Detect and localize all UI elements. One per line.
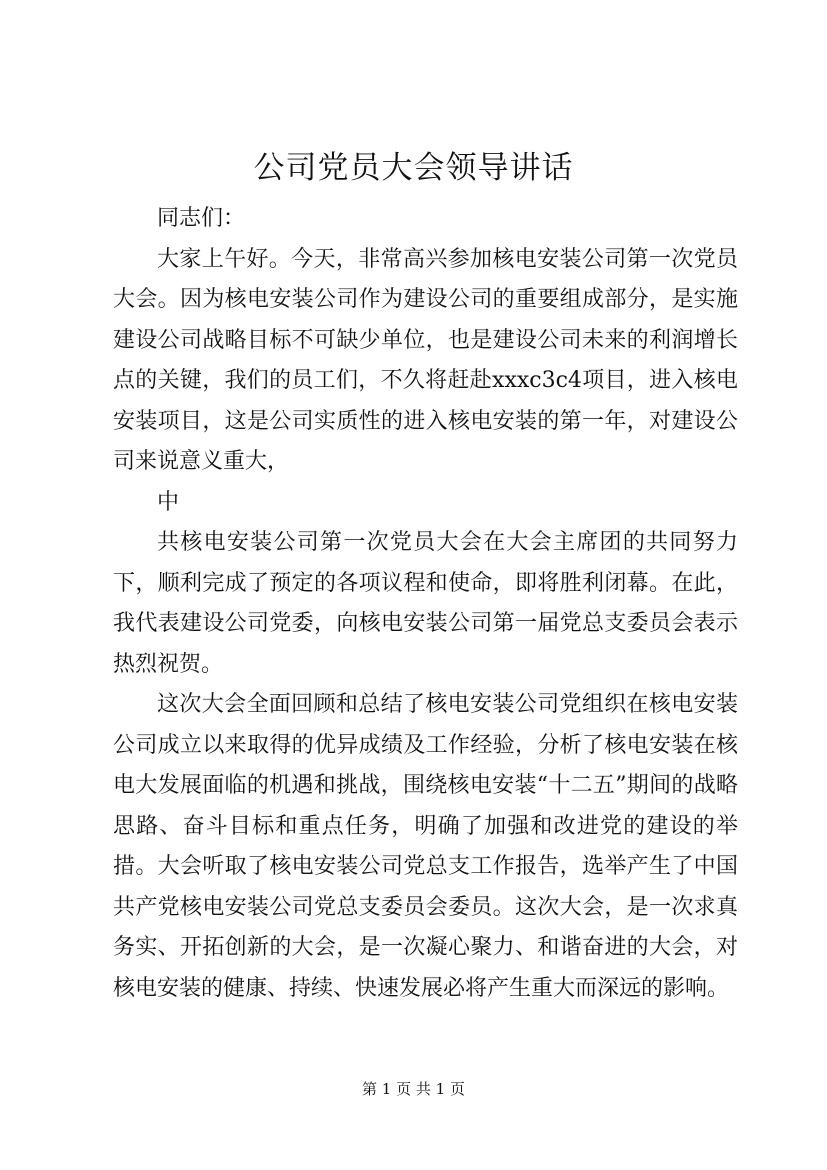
paragraph-fragment: 中 bbox=[157, 489, 180, 515]
salutation: 同志们： bbox=[157, 206, 246, 231]
document-title: 公司党员大会领导讲话 bbox=[253, 150, 574, 186]
page-number-footer: 第 1 页 共 1 页 bbox=[362, 1080, 465, 1098]
paragraph-greeting: 大家上午好。今天，非常高兴参加核电安装公司第一次党员大会。因为核电安装公司作为建设公司的重要组成部分，是实施建设公司战略目标不可缺少单位，也是建设公司未来的利润增长点的关键，我们的员工们，不久将赶赴xxxc3c4项目，进入核电安装项目，这是公司实质性的进入核电安装的第一年，对建设公司来说意义重大， bbox=[113, 246, 738, 474]
paragraph-congratulation: 共核电安装公司第一次党员大会在大会主席团的共同努力下，顺利完成了预定的各项议程和使命，即将胜利闭幕。在此，我代表建设公司党委，向核电安装公司第一届党总支委员会表示热烈祝贺。 bbox=[113, 530, 738, 677]
paragraph-review: 这次大会全面回顾和总结了核电安装公司党组织在核电安装公司成立以来取得的优异成绩及工作经验，分析了核电安装在核电大发展面临的机遇和挑战，围绕核电安装“十二五”期间的战略思路、奋斗目标和重点任务，明确了加强和改进党的建设的举措。大会听取了核电安装公司党总支工作报告，选举产生了中国共产党核电安装公司党总支委员会委员。这次大会，是一次求真务实、开拓创新的大会，是一次凝心聚力、和谐奋进的大会，对核电安装的健康、持续、快速发展必将产生重大而深远的影响。 bbox=[113, 692, 738, 1001]
document-body bbox=[113, 199, 738, 1009]
